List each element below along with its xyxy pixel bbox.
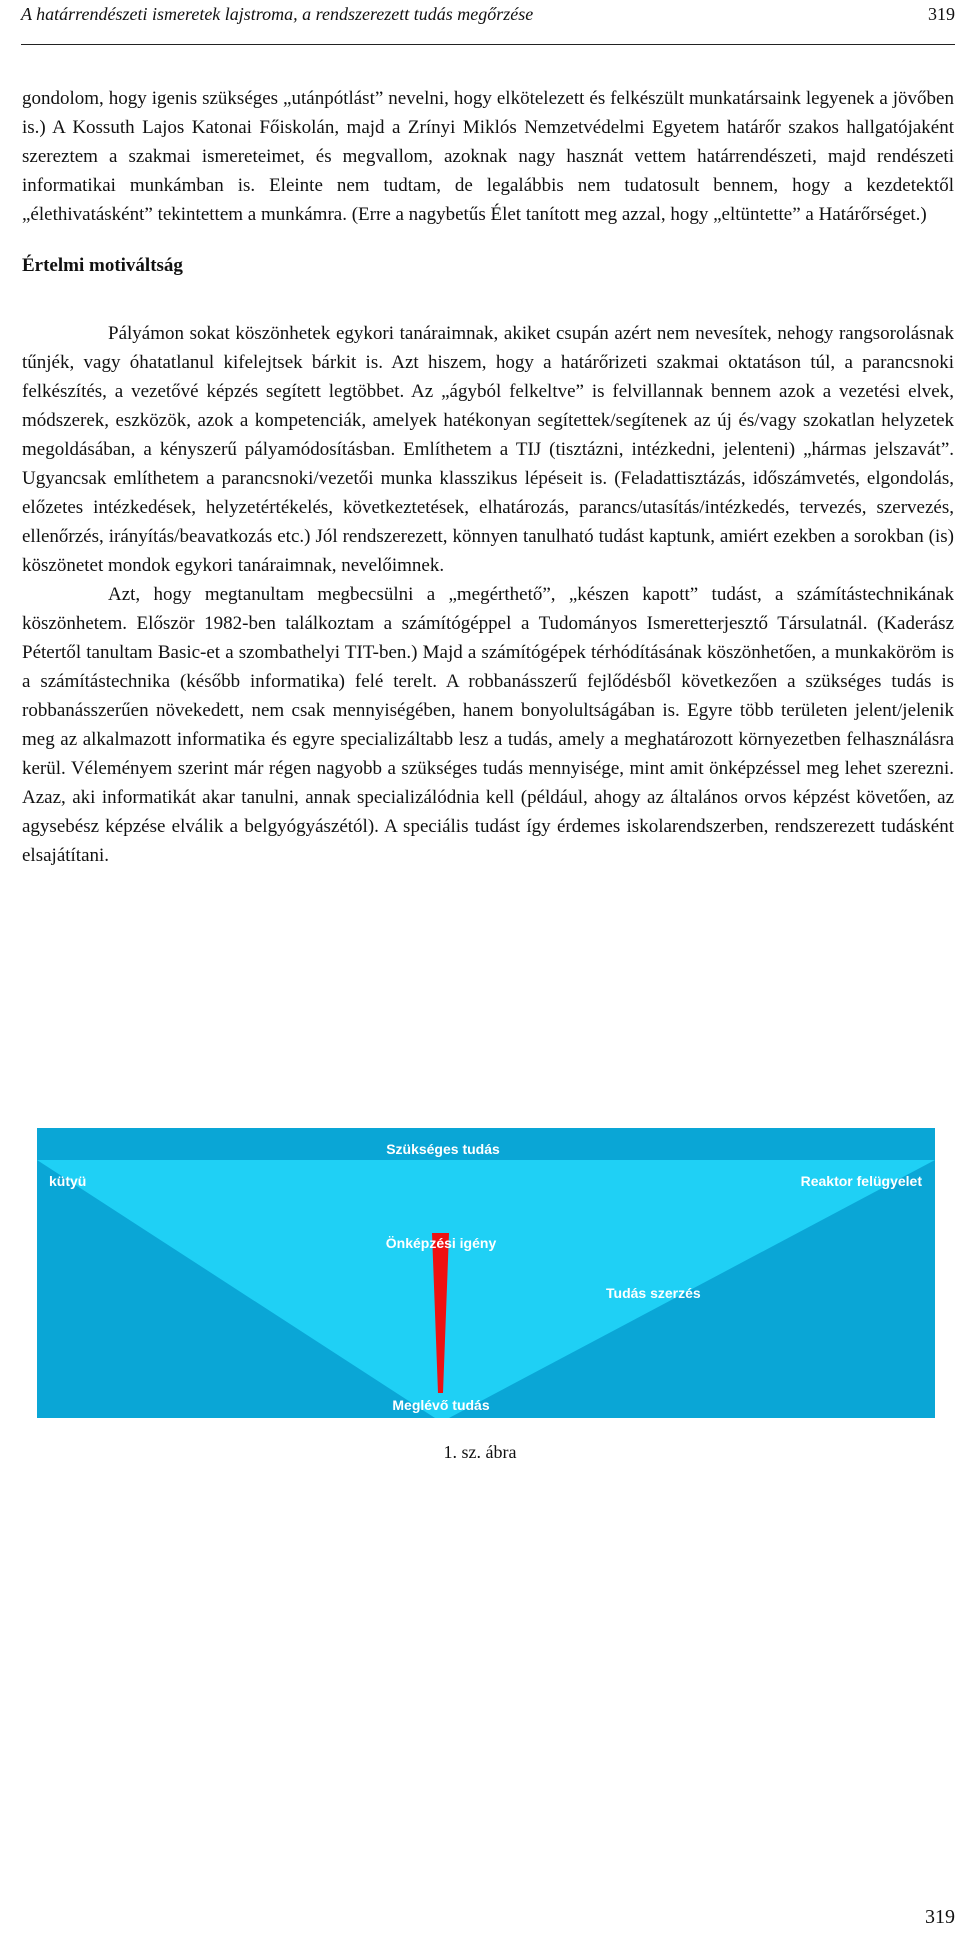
diagram-svg — [37, 1128, 935, 1418]
section-heading: Értelmi motiváltság — [22, 255, 183, 276]
figure-caption: 1. sz. ábra — [443, 1442, 517, 1462]
main-content — [22, 84, 954, 870]
page-header — [21, 0, 955, 45]
label-required-knowledge: Szükséges tudás — [386, 1141, 500, 1157]
label-self-learning-need: Önképzési igény — [385, 1235, 497, 1251]
label-gadget: kütyü — [49, 1173, 87, 1189]
header-page-number: 319 — [928, 4, 955, 24]
label-existing-knowledge: Meglévő tudás — [392, 1397, 490, 1413]
paragraph: Pályámon sokat köszönhetek egykori tanáraimnak, akiket csupán azért nem nevesítek, nehogy rangsorolásnak tűnjék, vagy óhatatlanul kifelejtsek bárkit is. Azt hiszem, hogy a határőrizeti szakmai oktatáson túl, a parancsnoki felkészítés, a vezetővé képzés segített legtöbbet. Az „ágyból felkeltve” is felvillannak bennem azok a vezetési elvek, módszerek, eszközök, azok a kompetenciák, amelyek hatékonyan segítettek/segítenek az új és/vagy szokatlan helyzetek megoldásában, a kényszerű pályamódosításban. Említhetem a TIJ (tisztázni, intézkedni, jelenteni) „hármas jelszavát”. Ugyancsak említhetem a parancsnoki/vezetői munka klasszikus lépéseit is. (Feladattisztázás, időszámvetés, elgondolás, előzetes intézkedések, helyzetértékelés, következtetések, elhatározás, parancs/utasítás/intézkedés, tervezés, szervezés, ellenőrzés, irányítás/beavatkozás etc.) Jól rendszerezett, könnyen tanulható tudást kaptunk, amiért ezekben a sorokban (is) köszönetet mondok egykori tanáraimnak, nevelőimnek. — [22, 323, 954, 576]
label-reactor-supervision: Reaktor felügyelet — [800, 1173, 922, 1189]
paragraph: gondolom, hogy igenis szükséges „utánpótlást” nevelni, hogy elkötelezett és felkészült munkatársaink legyenek a jövőben is.) A Kossuth Lajos Katonai Főiskolán, majd a Zrínyi Miklós Nemzetvédelmi Egyetem határőr szakos hallgatójaként szereztem a szakmai ismereteimet, és megvallom, azoknak nagy hasznát vettem határrendészeti, majd rendészeti informatikai munkámban is. Eleinte nem tudtam, de legalábbis nem tudatosult bennem, hogy a kezdetektől „élethivatásként” tekintettem a munkámra. (Erre a nagybetűs Élet tanított meg azzal, hogy „eltüntette” a Határőrséget.) — [22, 88, 954, 225]
label-knowledge-acquisition: Tudás szerzés — [606, 1285, 701, 1301]
knowledge-diagram — [37, 1128, 935, 1418]
footer-page-number: 319 — [925, 1906, 955, 1928]
paragraph: Azt, hogy megtanultam megbecsülni a „megérthető”, „készen kapott” tudást, a számítástechnikának köszönhetem. Először 1982-ben találkoztam a számítógéppel a Tudományos Ismeretterjesztő Társulatnál. (Kaderász Pétertől tanultam Basic-et a szombathelyi TIT-ben.) Majd a számítógépek térhódításának köszönhetően, a munkaköröm is a számítástechnika (később informatika) felé terelt. A robbanásszerű fejlődésből következően a szükséges tudás is robbanásszerűen növekedett, nem csak mennyiségében, hanem bonyolultságában is. Egyre több területen jelent/jelenik meg az alkalmazott informatika és egyre specializáltabb lesz a tudás, amely a meghatározott környezetben felhasználásra kerül. Véleményem szerint már régen nagyobb a szükséges tudás mennyisége, mint amit önképzéssel meg lehet szerezni. Azaz, aki informatikát akar tanulni, annak specializálódnia kell (például, ahogy az általános orvos képzést követően, az agysebész képzése elválik a belgyógyászétól). A speciális tudást így érdemes iskolarendszerben, rendszerezett tudásként elsajátítani. — [22, 584, 954, 866]
header-title: A határrendészeti ismeretek lajstroma, a rendszerezett tudás megőrzése — [21, 4, 534, 24]
